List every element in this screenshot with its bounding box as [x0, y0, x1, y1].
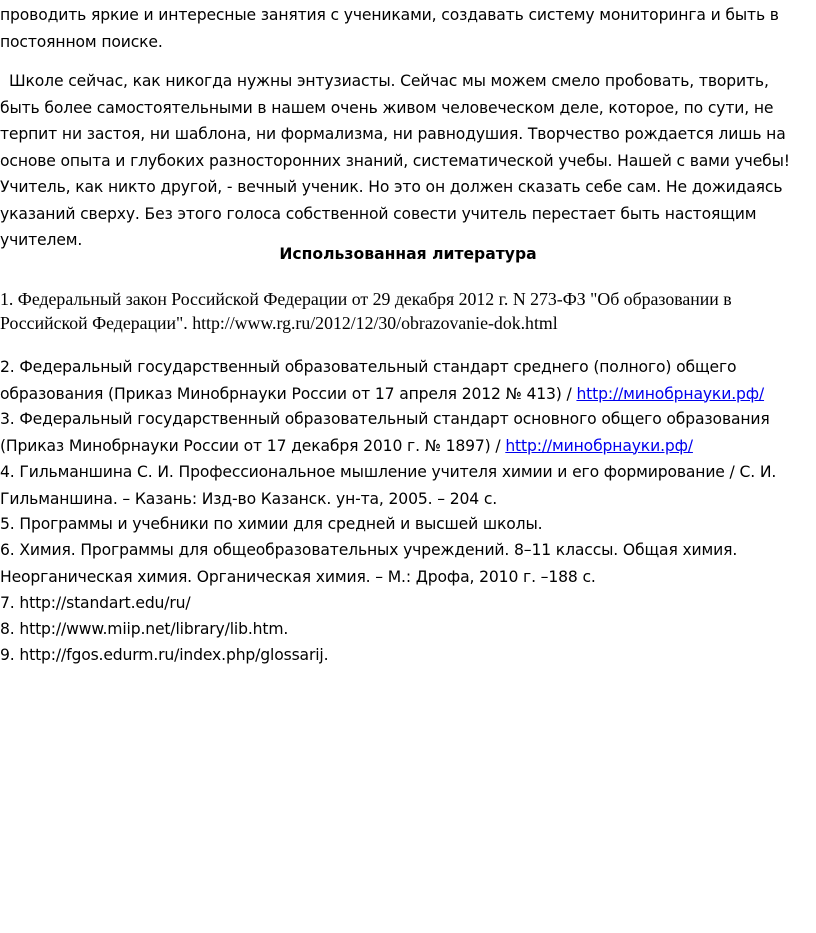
reference-item-3	[0, 406, 810, 459]
references-heading: Использованная литература	[279, 245, 537, 263]
reference-item-8: 8. http://www.miip.net/library/lib.htm.	[0, 620, 289, 638]
reference-item-2-link[interactable]: http://минобрнауки.рф/	[576, 384, 765, 403]
reference-item-3-link[interactable]: http://минобрнауки.рф/	[505, 436, 693, 455]
paragraph-enthusiasts: Школе сейчас, как никогда нужны энтузиасты. Сейчас мы можем смело пробовать, творить, быть более самостоятельными в нашем очень живом человеческом деле, которое, по сути, не терпит ни застоя, ни шаблона, ни формализма, ни равнодушия. Творчество рождается лишь на основе опыта и глубоких разносторонних знаний, систематической учебы. Нашей с вами учебы! Учитель, как никто другой, - вечный ученик. Но это он должен сказать себе сам. Не дожидаясь указаний сверху. Без этого голоса собственной совести учитель перестает быть настоящим учителем.	[0, 72, 790, 249]
paragraph-continuation: проводить яркие и интересные занятия с учениками, создавать систему мониторинга и быть в постоянном поиске.	[0, 6, 779, 51]
reference-item-6: 6. Химия. Программы для общеобразовательных учреждений. 8–11 классы. Общая химия. Неорганическая химия. Органическая химия. – М.: Дрофа, 2010 г. –188 с.	[0, 541, 738, 586]
reference-item-2	[0, 354, 810, 407]
reference-item-5: 5. Программы и учебники по химии для средней и высшей школы.	[0, 515, 543, 533]
reference-item-3-text: 3. Федеральный государственный образовательный стандарт основного общего образования (Приказ Минобрнауки России от 17 декабря 2010 г. № 1897) /	[0, 410, 770, 455]
reference-item-2-text: 2. Федеральный государственный образовательный стандарт среднего (полного) общего образования (Приказ Минобрнауки России от 17 апреля 2012 № 413) /	[0, 358, 737, 403]
reference-item-4: 4. Гильманшина С. И. Профессиональное мышление учителя химии и его формирование / С. И. Гильманшина. – Казань: Изд-во Казанск. ун-та, 2005. – 204 с.	[0, 463, 777, 508]
reference-item-1: 1. Федеральный закон Российской Федерации от 29 декабря 2012 г. N 273-ФЗ "Об образовании в Российской Федерации". http://www.rg.ru/2012/12/30/obrazovanie-dok.html	[0, 289, 732, 333]
reference-item-7: 7. http://standart.edu/ru/	[0, 594, 191, 612]
reference-item-9: 9. http://fgos.edurm.ru/index.php/glossarij.	[0, 646, 329, 664]
